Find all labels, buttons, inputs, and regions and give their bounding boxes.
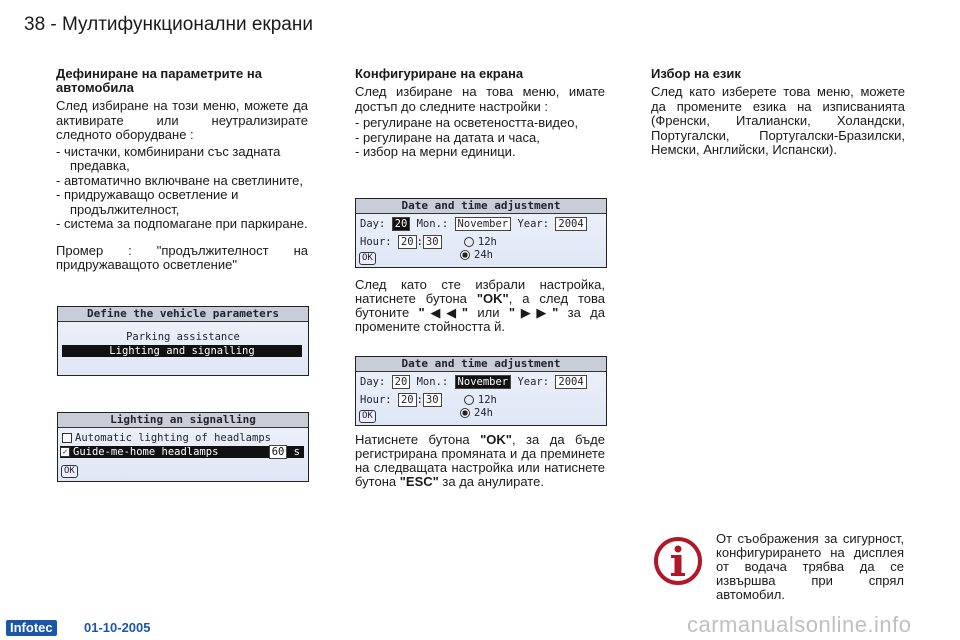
section-heading: Конфигуриране на екрана xyxy=(355,66,524,81)
page-title: 38 - Мултифункционални екрани xyxy=(24,14,313,35)
day-field[interactable]: 20 xyxy=(392,217,411,231)
date-row: Day: 20 Mon.: November Year: 2004 xyxy=(360,218,587,230)
section-heading: Дефиниране на параметрите на автомобила xyxy=(56,66,262,95)
feature-list xyxy=(56,145,308,232)
screen-title: Define the vehicle parameters xyxy=(58,307,308,322)
month-field[interactable]: November xyxy=(455,217,512,231)
ok-button[interactable]: OK xyxy=(61,465,78,478)
month-field[interactable]: November xyxy=(455,375,512,389)
option-auto-headlamps[interactable]: Automatic lighting of headlamps xyxy=(62,432,271,444)
time-row: Hour: 20 : 30 12h xyxy=(360,394,497,406)
column-screen-config xyxy=(355,67,605,160)
list-item: - автоматично включване на светлините, xyxy=(56,172,303,188)
checkbox-icon[interactable] xyxy=(62,433,72,443)
info-icon xyxy=(653,536,703,586)
date-row: Day: 20 Mon.: November Year: 2004 xyxy=(360,376,587,388)
section-body: След като изберете това меню, можете да промените езика на изписванията (Френски, Италиански, Холандски, Португалски, Португалски-Бразилски, Немски, Английски, Испански). xyxy=(651,84,905,157)
example-text: Промер : "продължителност на придружаващото осветление" xyxy=(56,242,308,272)
screen-title: Date and time adjustment xyxy=(356,199,606,214)
screen-lighting-signalling xyxy=(57,412,309,482)
minute-field[interactable]: 30 xyxy=(423,393,442,407)
prev-button-label: "◀◀" xyxy=(418,305,469,320)
next-button-label: "▶▶" xyxy=(508,305,559,320)
column-vehicle-parameters xyxy=(56,67,308,275)
section-heading: Избор на език xyxy=(651,66,741,81)
minute-field[interactable]: 30 xyxy=(423,235,442,249)
screen-vehicle-parameters xyxy=(57,306,309,376)
list-item: - избор на мерни единици. xyxy=(355,144,516,159)
year-field[interactable]: 2004 xyxy=(555,375,586,389)
list-item: - система за подпомагане при паркиране. xyxy=(56,216,308,231)
hour-field[interactable]: 20 xyxy=(398,393,417,407)
settings-list xyxy=(355,116,605,160)
infotec-logo: Infotec xyxy=(6,620,57,636)
radio-24h-icon[interactable] xyxy=(460,250,470,260)
radio-24h[interactable]: 24h xyxy=(460,407,493,419)
list-item: - чистачки, комбинирани със задната предавка, xyxy=(56,143,281,173)
instruction-confirm-setting: Натиснете бутона "OK", за да бъде регистрирана промяната и да преминете на следващата настройка или натиснете бутона "ESC" за да анулирате. xyxy=(355,432,605,489)
time-row: Hour: 20 : 30 12h xyxy=(360,236,497,248)
checkbox-checked-icon[interactable]: ✓ xyxy=(60,447,70,457)
radio-24h-icon[interactable] xyxy=(460,408,470,418)
ok-button[interactable]: OK xyxy=(359,252,376,265)
list-item: - регулиране на датата и часа, xyxy=(355,129,540,145)
option-guide-me-home[interactable]: ✓ Guide-me-home headlamps 60 s xyxy=(60,446,304,458)
section-intro: След избиране на това меню, имате достъп до следните настройки : xyxy=(355,84,605,114)
year-field[interactable]: 2004 xyxy=(555,217,586,231)
menu-item-lighting-signalling[interactable]: Lighting and signalling xyxy=(62,345,302,357)
screen-title: Date and time adjustment xyxy=(356,357,606,372)
watermark-site: carmanualsonline.info xyxy=(687,612,912,637)
list-item: - регулиране на осветеността-видео, xyxy=(355,115,579,130)
radio-12h-icon[interactable] xyxy=(464,237,474,247)
safety-note: От съображения за сигурност, конфигурирането на дисплея от водача трябва да се извършва при спрял автомобил. xyxy=(716,531,904,602)
day-field[interactable]: 20 xyxy=(392,375,411,389)
footer-date: 01-10-2005 xyxy=(84,620,151,635)
column-language xyxy=(651,67,905,160)
screen-title: Lighting an signalling xyxy=(58,413,308,428)
ok-button[interactable]: OK xyxy=(359,410,376,423)
screen-date-time-2 xyxy=(355,356,607,426)
radio-12h-icon[interactable] xyxy=(464,395,474,405)
menu-item-parking-assistance[interactable]: Parking assistance xyxy=(126,331,240,343)
duration-field[interactable]: 60 xyxy=(269,445,288,459)
screen-date-time-1 xyxy=(355,198,607,268)
section-intro: След избиране на този меню, можете да активирате или неутрализирате следното оборудване : xyxy=(56,98,308,142)
instruction-select-setting: След като сте избрали настройка, натиснете бутона "OK", а след това бутоните "◀◀" или "▶▶" за да промените стойността й. xyxy=(355,277,606,334)
radio-24h[interactable]: 24h xyxy=(460,249,493,261)
list-item: - придружаващо осветление и продължителност, xyxy=(56,187,239,217)
hour-field[interactable]: 20 xyxy=(398,235,417,249)
